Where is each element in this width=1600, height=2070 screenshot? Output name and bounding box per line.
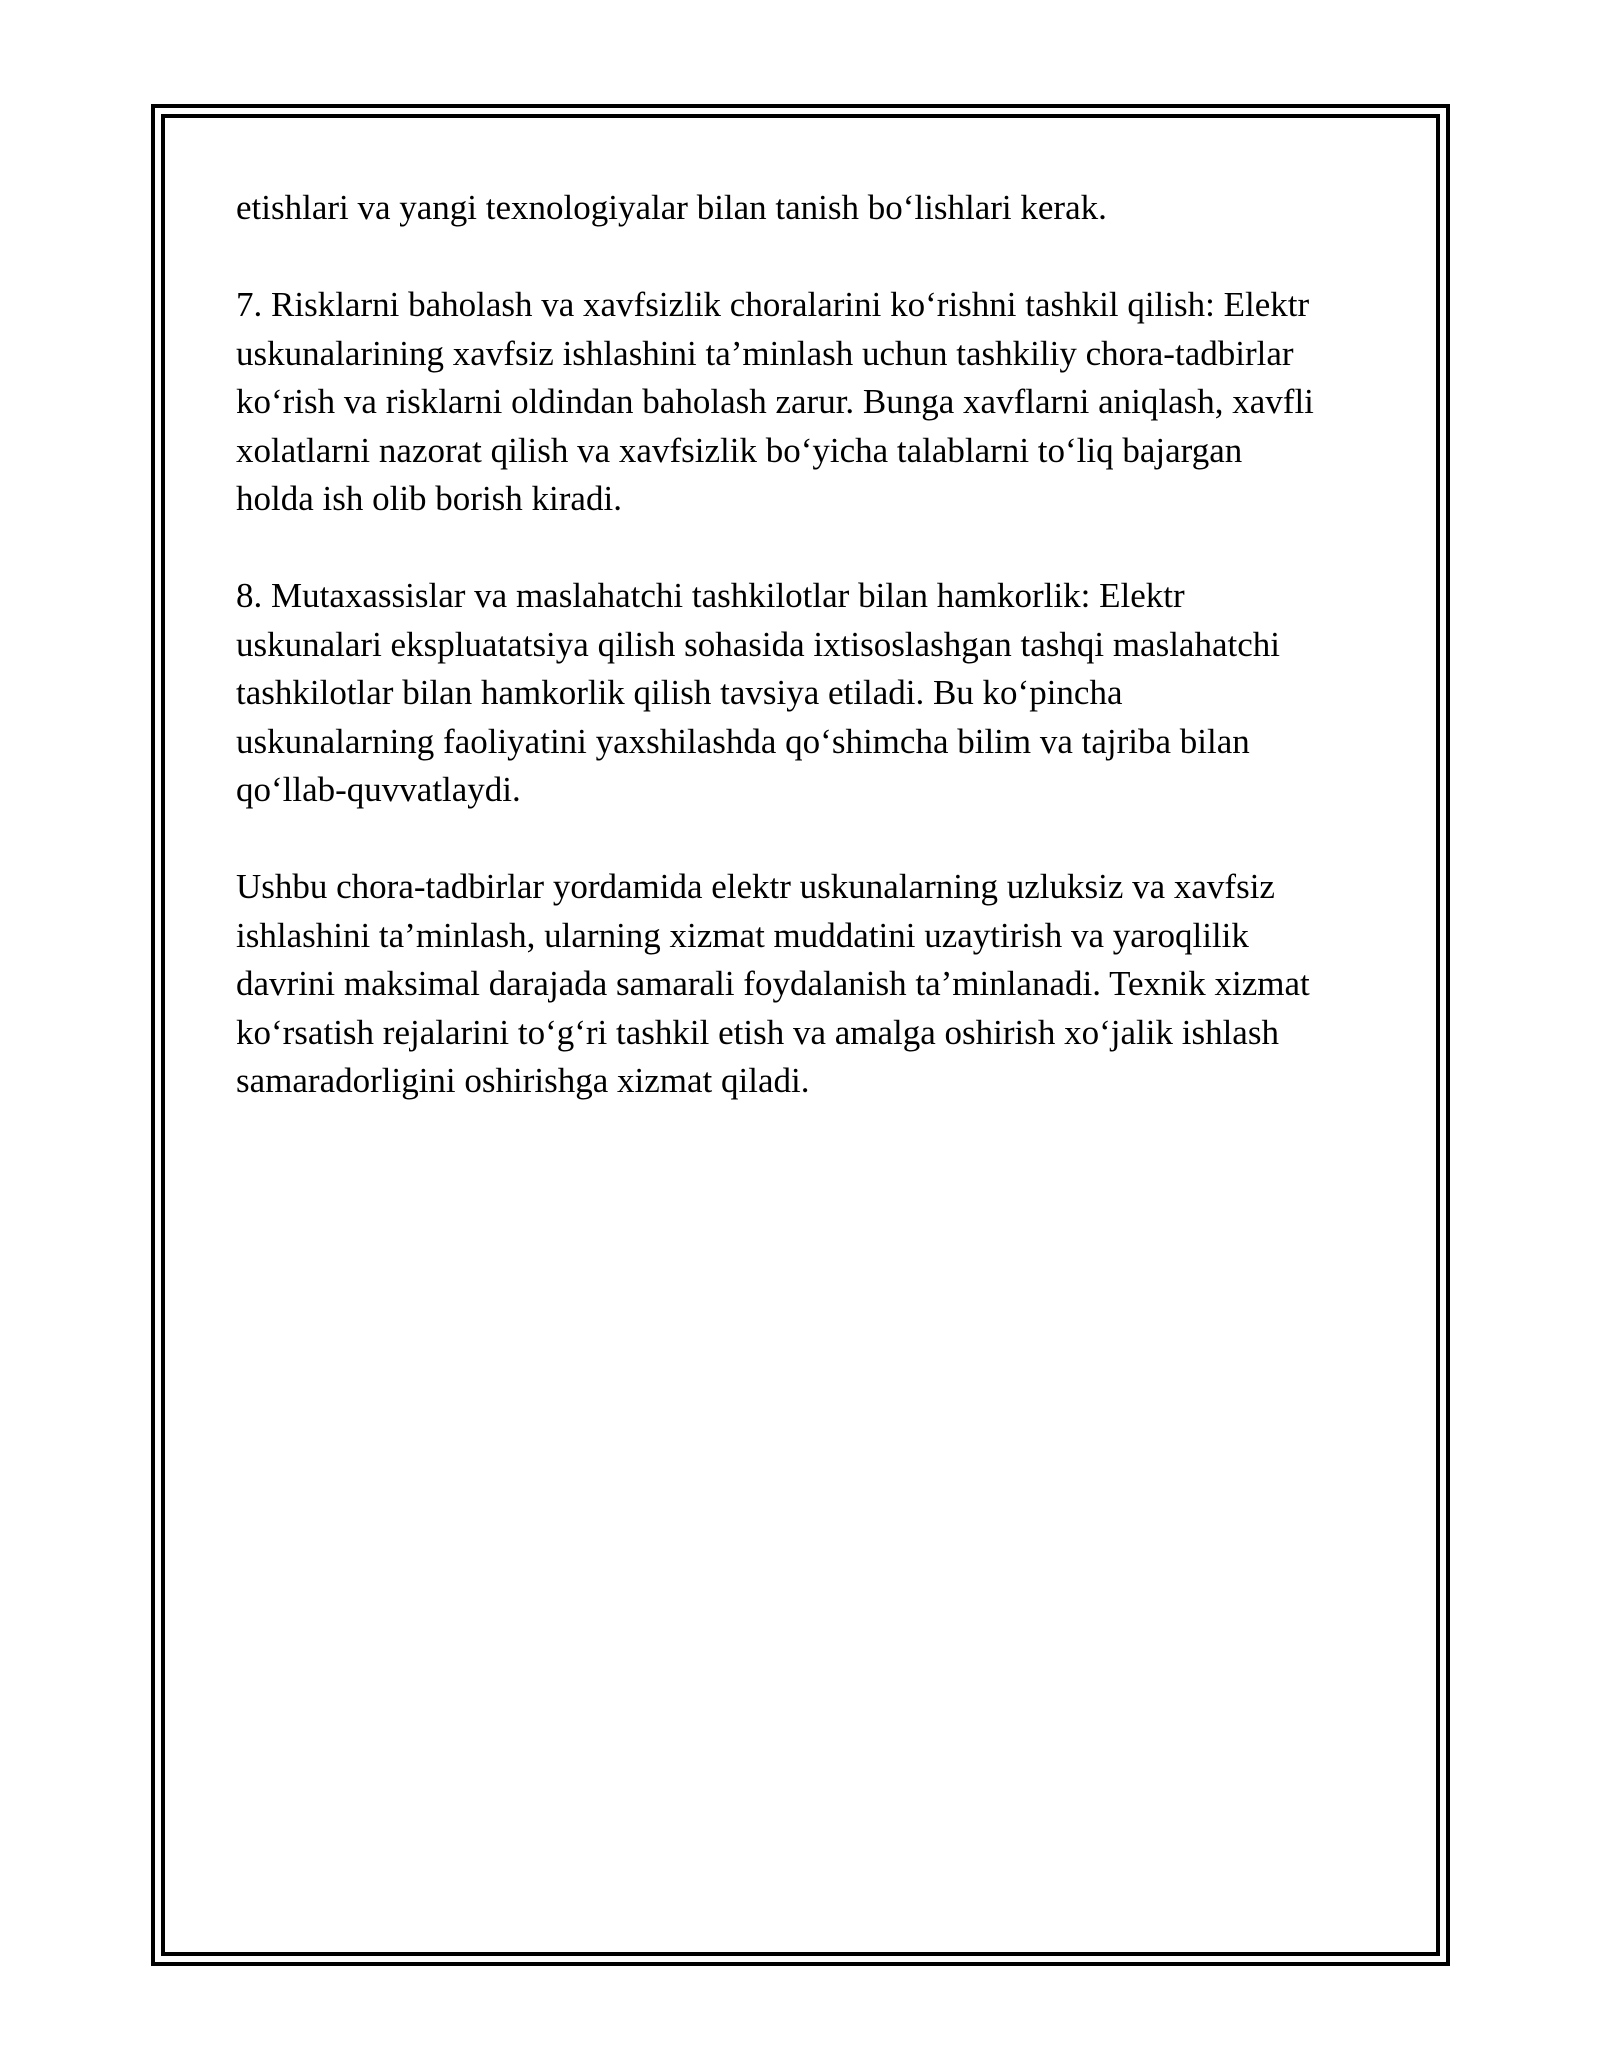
paragraph-item-8: 8. Mutaxassislar va maslahatchi tashkilotlar bilan hamkorlik: Elektr uskunalari ekspluatatsiya qilish sohasida ixtisoslashgan tashqi maslahatchi tashkilotlar bilan hamkorlik qilish tavsiya etiladi. Bu ko‘pincha uskunalarning faoliyatini yaxshilashda qo‘shimcha bilim va tajriba bilan qo‘llab-quvvatlaydi.: [236, 576, 1280, 809]
paragraph-continuation: etishlari va yangi texnologiyalar bilan tanish bo‘lishlari kerak.: [236, 188, 1107, 227]
paragraph-conclusion: Ushbu chora-tadbirlar yordamida elektr uskunalarning uzluksiz va xavfsiz ishlashini ta’minlash, ularning xizmat muddatini uzaytirish va yaroqlilik davrini maksimal darajada samarali foydalanish ta’minlanadi. Texnik xizmat ko‘rsatish rejalarini to‘g‘ri tashkil etish va amalga oshirish xo‘jalik ishlash samaradorligini oshirishga xizmat qiladi.: [236, 867, 1310, 1100]
paragraph-item-7: 7. Risklarni baholash va xavfsizlik choralarini ko‘rishni tashkil qilish: Elektr uskunalarining xavfsiz ishlashini ta’minlash uchun tashkiliy chora-tadbirlar ko‘rish va risklarni oldindan baholash zarur. Bunga xavflarni aniqlash, xavfli xolatlarni nazorat qilish va xavfsizlik bo‘yicha talablarni to‘liq bajargan holda ish olib borish kiradi.: [236, 285, 1314, 518]
document-body: [236, 184, 1396, 1154]
